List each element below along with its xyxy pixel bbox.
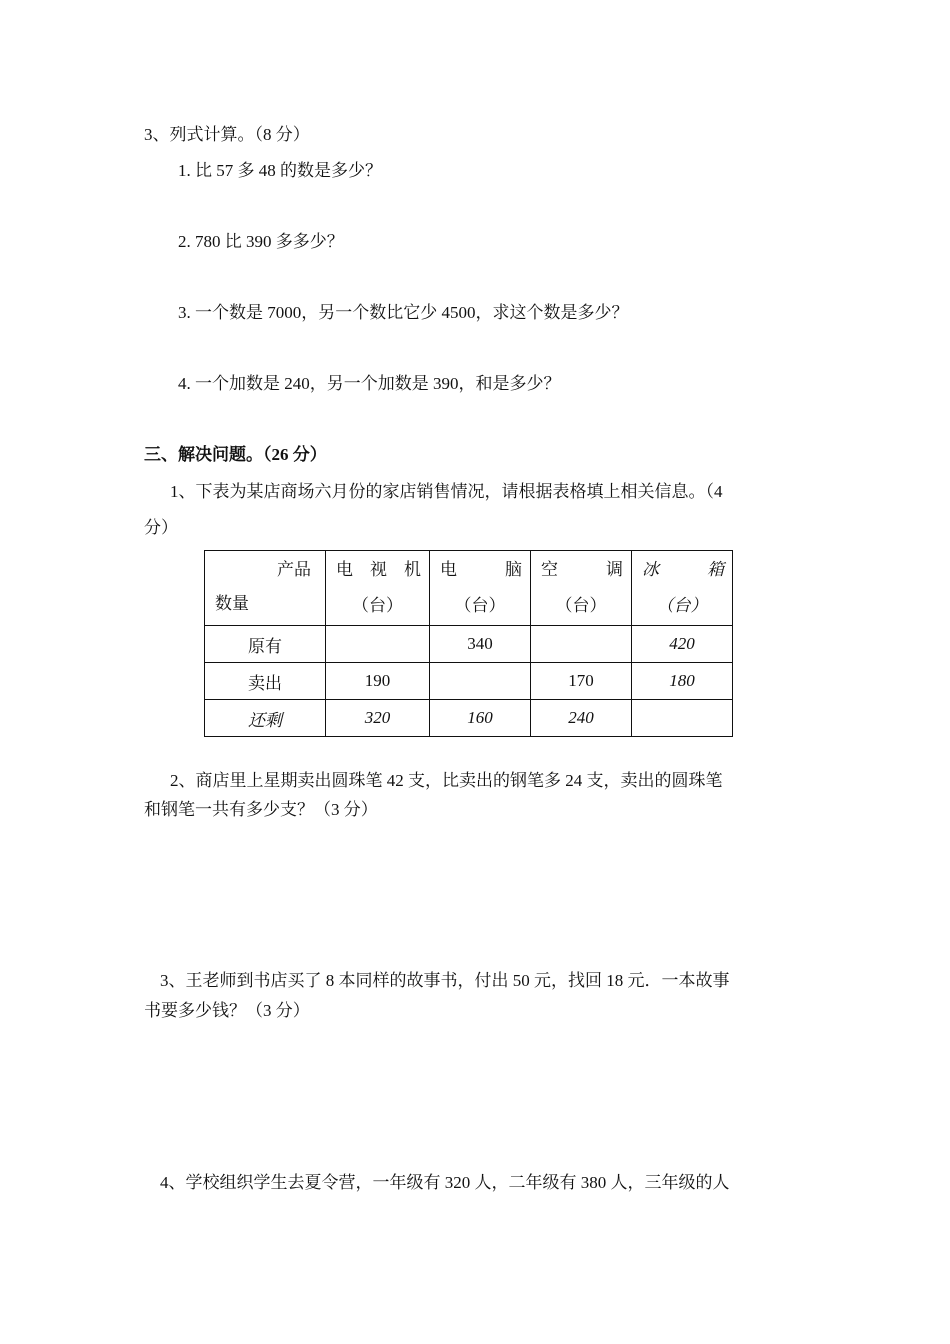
header-computer (430, 551, 531, 626)
table-cell (326, 626, 430, 663)
q2-text-line2: 和钢笔一共有多少支？（3 分） (144, 800, 378, 819)
header-char: 冰 (642, 560, 659, 579)
table-cell: 170 (531, 663, 632, 700)
calc-section-title: 3、列式计算。（8 分） (144, 125, 310, 144)
header-char: 空 (541, 560, 558, 579)
header-unit: （台） (555, 596, 607, 615)
header-fridge (632, 551, 733, 626)
q3-text-line2: 书要多少钱？（3 分） (144, 1001, 310, 1020)
table-cell: 190 (326, 663, 430, 700)
row-label: 卖出 (205, 663, 326, 700)
header-char: 机 (404, 560, 421, 579)
calc-item-2: 2. 780 比 390 多多少？ (178, 232, 344, 251)
q1-text-line1: 1、下表为某店商场六月份的家店销售情况，请根据表格填上相关信息。（4 (170, 482, 723, 501)
table-cell (430, 663, 531, 700)
table-row (205, 700, 733, 737)
table-cell: 160 (430, 700, 531, 737)
table-cell: 240 (531, 700, 632, 737)
header-char: 箱 (707, 560, 724, 579)
q4-text-line1: 4、学校组织学生去夏令营，一年级有 320 人，二年级有 380 人，三年级的人 (160, 1173, 730, 1192)
header-aircon (531, 551, 632, 626)
corner-product-label: 产品 (277, 560, 311, 579)
solve-section-title: 三、解决问题。（26 分） (144, 445, 327, 464)
header-unit: （台） (656, 596, 708, 615)
header-char: 电 (336, 560, 353, 579)
table-corner-cell (205, 551, 326, 626)
table-cell (531, 626, 632, 663)
header-char: 视 (370, 560, 387, 579)
table-row (205, 626, 733, 663)
header-tv (326, 551, 430, 626)
corner-quantity-label: 数量 (215, 594, 249, 613)
calc-item-3: 3. 一个数是 7000，另一个数比它少 4500，求这个数是多少？ (178, 303, 629, 322)
header-char: 调 (606, 560, 623, 579)
q3-text-line1: 3、王老师到书店买了 8 本同样的故事书，付出 50 元，找回 18 元．一本故事 (160, 971, 730, 990)
header-char: 电 (440, 560, 457, 579)
table-row (205, 663, 733, 700)
table-cell: 420 (632, 626, 733, 663)
q2-text-line1: 2、商店里上星期卖出圆珠笔 42 支，比卖出的钢笔多 24 支，卖出的圆珠笔 (170, 771, 723, 790)
calc-item-4: 4. 一个加数是 240，另一个加数是 390，和是多少？ (178, 374, 561, 393)
table-cell: 340 (430, 626, 531, 663)
q1-text-line2: 分） (144, 518, 178, 537)
sales-table (204, 550, 733, 737)
row-label: 还剩 (205, 700, 326, 737)
row-label: 原有 (205, 626, 326, 663)
header-char: 脑 (505, 560, 522, 579)
calc-item-1: 1. 比 57 多 48 的数是多少？ (178, 161, 382, 180)
table-cell (632, 700, 733, 737)
table-cell: 180 (632, 663, 733, 700)
header-unit: （台） (454, 596, 506, 615)
table-cell: 320 (326, 700, 430, 737)
header-unit: （台） (352, 596, 403, 615)
table-header-row (205, 551, 733, 626)
